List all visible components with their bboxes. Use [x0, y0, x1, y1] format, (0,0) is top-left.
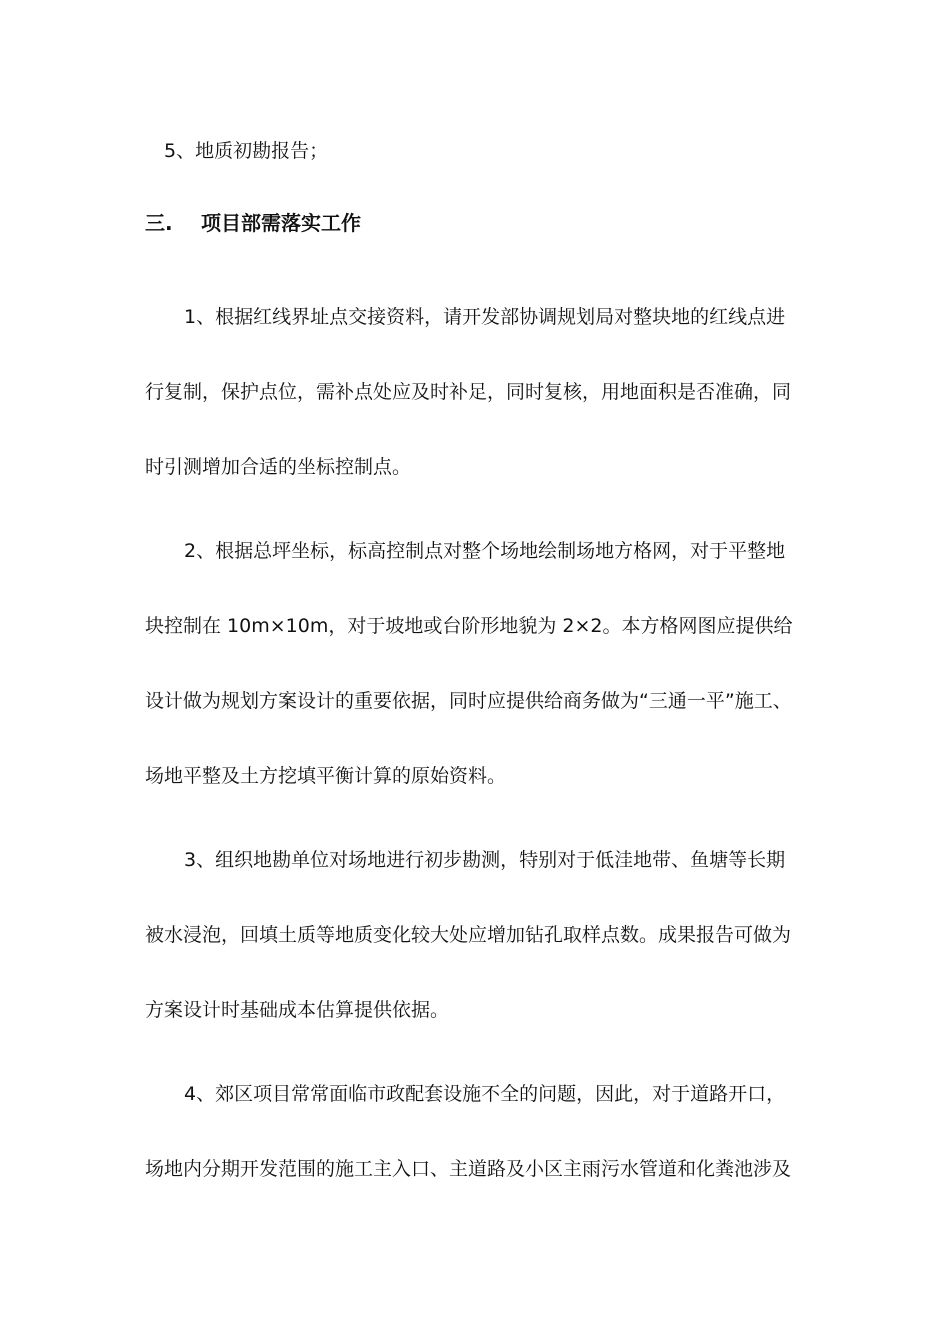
- paragraph-3-line-2: 被水浸泡，回填土质等地质变化较大处应增加钻孔取样点数。成果报告可做为: [145, 924, 792, 946]
- paragraph-2-line-3: 设计做为规划方案设计的重要依据，同时应提供给商务做为“三通一平”施工、: [145, 690, 792, 712]
- section-heading: [145, 210, 361, 236]
- paragraph-2-line-4: 场地平整及土方挖填平衡计算的原始资料。: [145, 765, 507, 787]
- section-title: 项目部需落实工作: [201, 211, 361, 235]
- section-number: 三.: [145, 211, 173, 235]
- paragraph-4-line-2: 场地内分期开发范围的施工主入口、主道路及小区主雨污水管道和化粪池涉及: [145, 1158, 792, 1180]
- paragraph-2-line-1: 2、根据总坪坐标，标高控制点对整个场地绘制场地方格网，对于平整地: [184, 540, 786, 562]
- paragraph-1-line-3: 时引测增加合适的坐标控制点。: [145, 456, 412, 478]
- paragraph-2-line-2: 块控制在 10m×10m，对于坡地或台阶形地貌为 2×2。本方格网图应提供给: [145, 615, 793, 637]
- paragraph-3-line-1: 3、组织地勘单位对场地进行初步勘测，特别对于低洼地带、鱼塘等长期: [184, 849, 786, 871]
- paragraph-1-line-2: 行复制，保护点位，需补点处应及时补足，同时复核，用地面积是否准确，同: [145, 381, 792, 403]
- list-item-5: 5、地质初勘报告；: [164, 140, 329, 162]
- paragraph-3-line-3: 方案设计时基础成本估算提供依据。: [145, 999, 450, 1021]
- paragraph-4-line-1: 4、郊区项目常常面临市政配套设施不全的问题，因此，对于道路开口，: [184, 1083, 786, 1105]
- paragraph-1-line-1: 1、根据红线界址点交接资料，请开发部协调规划局对整块地的红线点进: [184, 306, 786, 328]
